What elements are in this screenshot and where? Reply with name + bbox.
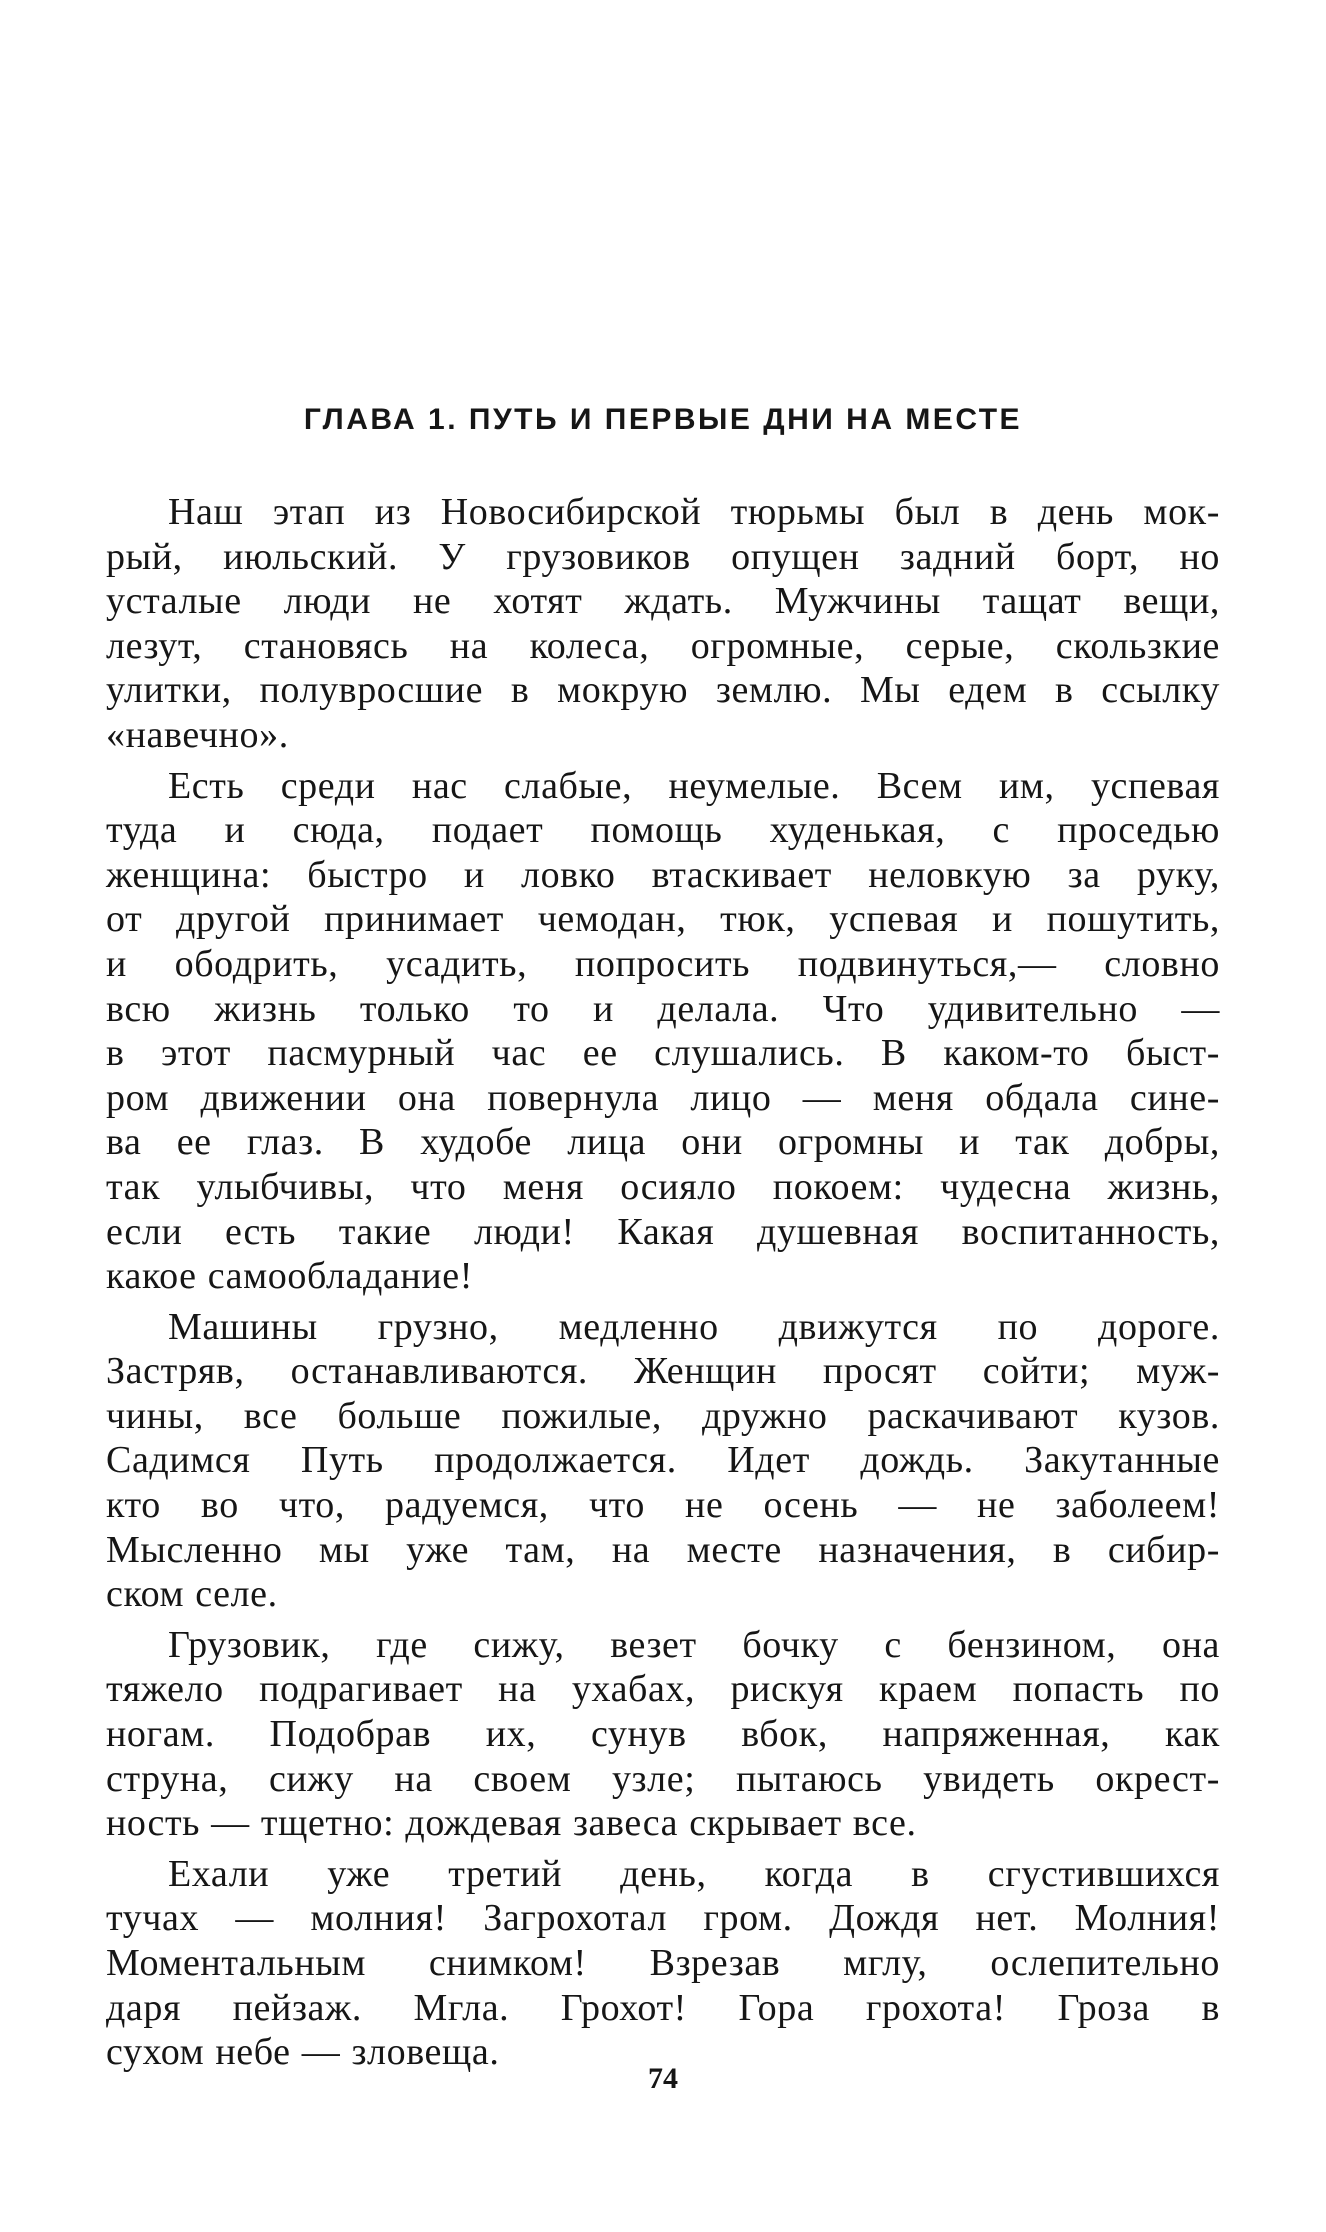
text-line: Застряв, останавливаются. Женщин просят сойти; муж- — [106, 1350, 1220, 1393]
text-line: лезут, становясь на колеса, огромные, серые, скользкие — [106, 624, 1220, 667]
paragraph — [106, 764, 1220, 1299]
page-number: 74 — [648, 2062, 678, 2095]
paragraph — [106, 1623, 1220, 1846]
text-line: кто во что, радуемся, что не осень — не заболеем! — [106, 1484, 1220, 1527]
text-line: туда и сюда, подает помощь худенькая, с проседью — [106, 809, 1220, 852]
text-line: сухом небе — зловеща. — [106, 2031, 500, 2074]
text-line: даря пейзаж. Мгла. Грохот! Гора грохота! Гроза в — [106, 1986, 1220, 2029]
text-line: струна, сижу на своем узле; пытаюсь увидеть окрест- — [106, 1757, 1220, 1800]
paragraph — [106, 490, 1220, 758]
text-line: Грузовик, где сижу, везет бочку с бензином, она — [168, 1623, 1220, 1666]
text-line: и ободрить, усадить, попросить подвинуться,— словно — [106, 942, 1220, 985]
chapter-title: ГЛАВА 1. ПУТЬ И ПЕРВЫЕ ДНИ НА МЕСТЕ — [303, 403, 1023, 436]
text-line: какое самообладание! — [106, 1255, 473, 1298]
text-line: ром движении она повернула лицо — меня обдала сине- — [106, 1076, 1220, 1119]
text-line: «навечно». — [106, 713, 289, 756]
body-text — [106, 490, 1220, 2081]
text-line: тучах — молния! Загрохотал гром. Дождя нет. Молния! — [106, 1897, 1220, 1940]
text-line: Мысленно мы уже там, на месте назначения, в сибир- — [106, 1528, 1220, 1571]
text-line: Наш этап из Новосибирской тюрьмы был в день мок- — [168, 491, 1220, 533]
text-line: улитки, полувросшие в мокрую землю. Мы едем в ссылку — [106, 669, 1220, 712]
text-line: усталые люди не хотят ждать. Мужчины тащат вещи, — [106, 580, 1220, 623]
text-line: так улыбчивы, что меня осияло покоем: чудесна жизнь, — [106, 1165, 1220, 1208]
paragraph — [106, 1852, 1220, 2075]
text-line: от другой принимает чемодан, тюк, успевая и пошутить, — [106, 898, 1220, 941]
text-line: женщина: быстро и ловко втаскивает неловкую за руку, — [106, 853, 1220, 896]
text-line: Есть среди нас слабые, неумелые. Всем им, успевая — [168, 764, 1220, 807]
text-line: Моментальным снимком! Взрезав мглу, ослепительно — [106, 1942, 1220, 1984]
text-line: Садимся Путь продолжается. Идет дождь. Закутанные — [106, 1439, 1220, 1482]
text-line: ском селе. — [106, 1573, 278, 1616]
text-line: Машины грузно, медленно движутся по дороге. — [168, 1305, 1220, 1348]
text-line: всю жизнь только то и делала. Что удивительно — — [106, 987, 1220, 1030]
text-line: ва ее глаз. В худобе лица они огромны и так добры, — [106, 1121, 1220, 1164]
text-line: тяжело подрагивает на ухабах, рискуя краем попасть по — [106, 1668, 1220, 1711]
text-line: если есть такие люди! Какая душевная воспитанность, — [106, 1210, 1220, 1253]
text-line: Ехали уже третий день, когда в сгустившихся — [168, 1852, 1220, 1895]
text-line: в этот пасмурный час ее слушались. В каком-то быст- — [106, 1032, 1220, 1075]
text-line: рый, июльский. У грузовиков опущен задний борт, но — [106, 535, 1220, 578]
paragraph — [106, 1305, 1220, 1617]
text-line: ность — тщетно: дождевая завеса скрывает все. — [106, 1802, 917, 1845]
text-line: ногам. Подобрав их, сунув вбок, напряженная, как — [106, 1713, 1220, 1756]
text-line: чины, все больше пожилые, дружно раскачивают кузов. — [106, 1394, 1220, 1437]
